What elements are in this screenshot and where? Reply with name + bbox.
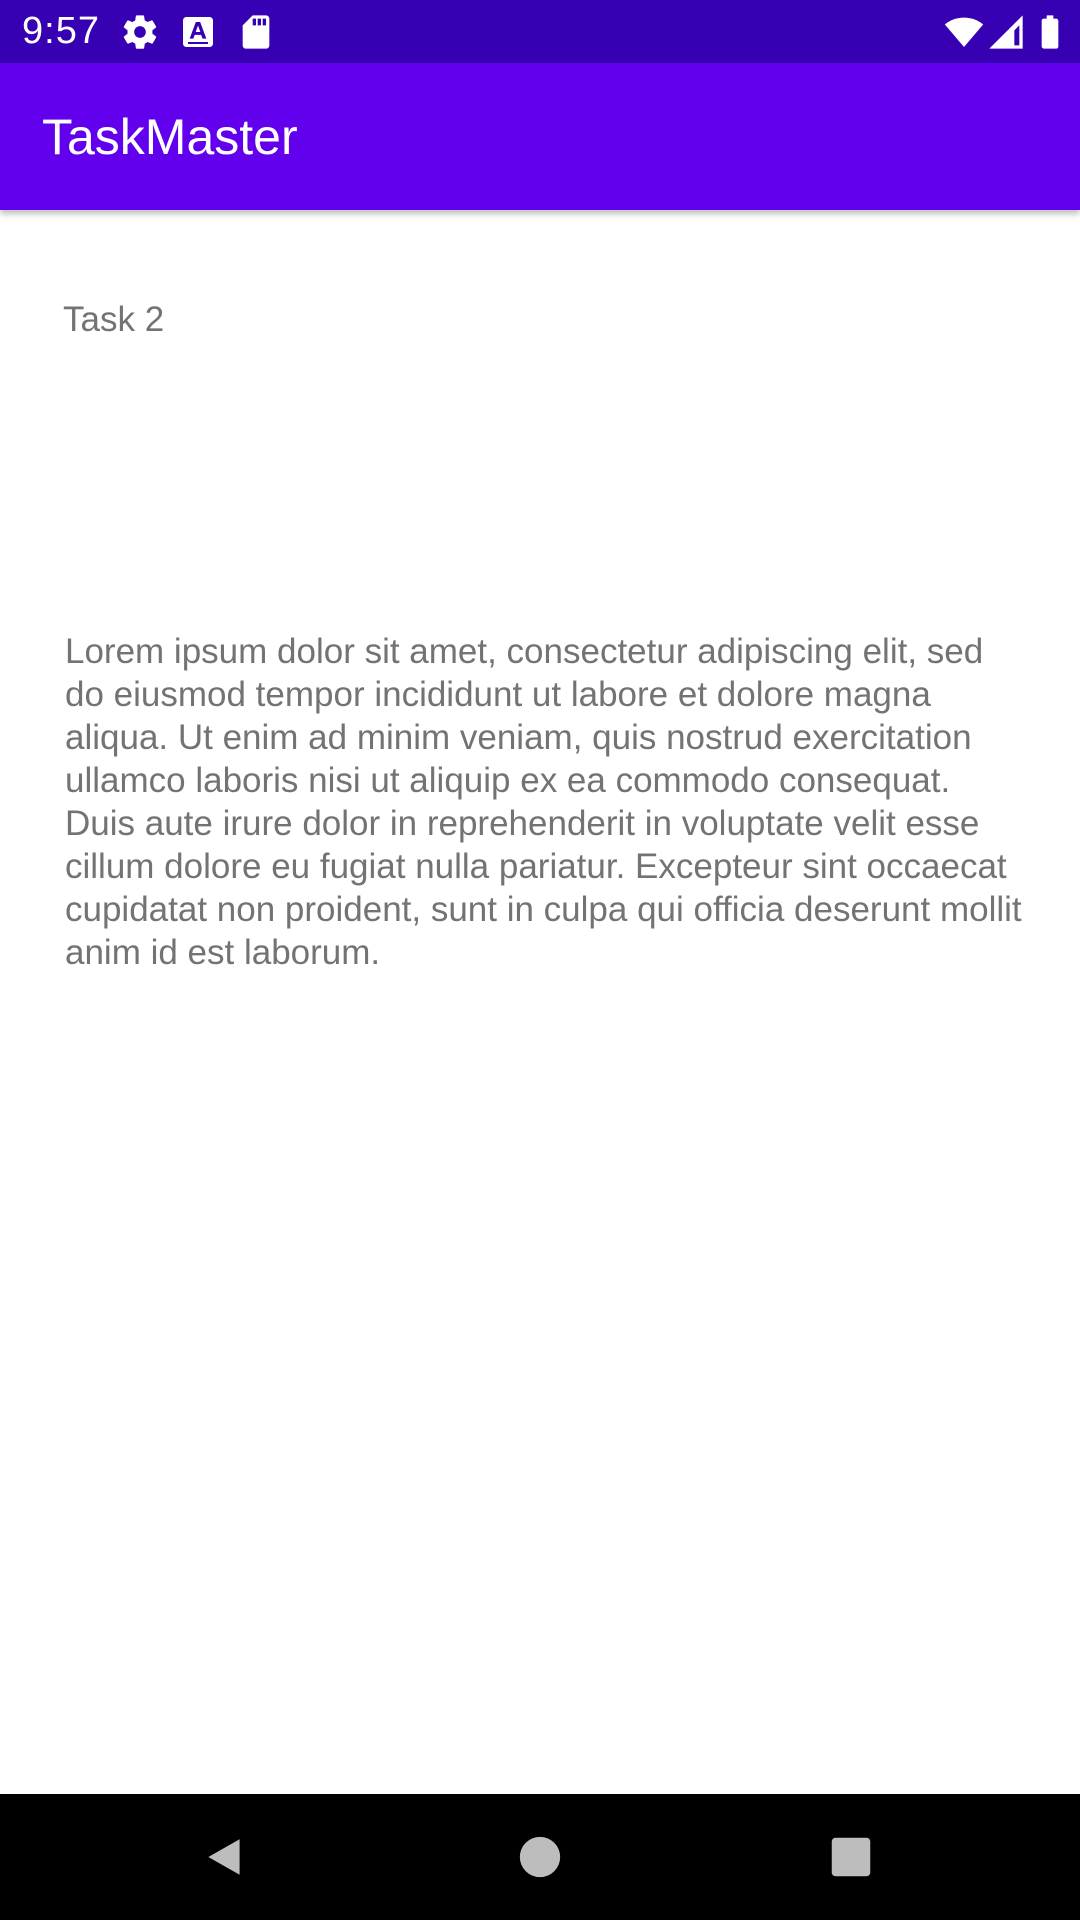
back-icon[interactable] (192, 1824, 258, 1890)
signal-icon (986, 12, 1026, 52)
task-title: Task 2 (63, 300, 165, 339)
battery-icon (1030, 12, 1070, 52)
home-icon[interactable] (507, 1824, 573, 1890)
task-description: Lorem ipsum dolor sit amet, consectetur adipiscing elit, sed do eiusmod tempor incididunt ut labore et dolore magna aliqua. Ut enim ad minim veniam, quis nostrud exercitation ullamco laboris nisi ut aliquip ex ea commodo consequat. Duis aute irure dolor in reprehenderit in voluptate velit esse cillum dolore eu fugiat nulla pariatur. Excepteur sint occaecat cupidatat non proident, sunt in culpa qui officia deserunt mollit anim id est laborum. (65, 632, 1022, 972)
app-bar (0, 63, 1080, 210)
font-a-icon (178, 12, 218, 52)
app-title: TaskMaster (42, 109, 298, 165)
settings-icon (120, 12, 160, 52)
navigation-bar (0, 1794, 1080, 1920)
status-time: 9:57 (22, 10, 100, 52)
wifi-icon (944, 12, 984, 52)
status-bar (0, 0, 1080, 63)
sd-card-icon (236, 12, 276, 52)
recents-icon[interactable] (818, 1824, 884, 1890)
